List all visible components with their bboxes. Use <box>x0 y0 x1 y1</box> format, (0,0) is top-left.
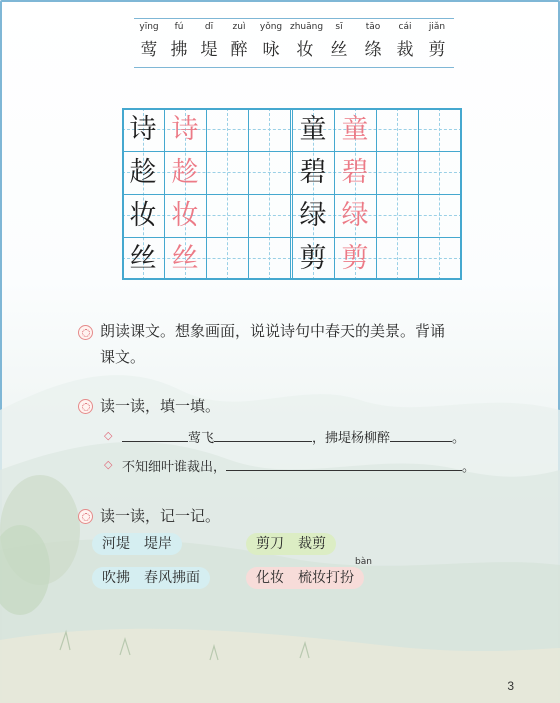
word-pair-pill <box>92 567 210 589</box>
grid-char-model: 剪 <box>299 243 327 274</box>
vocab-item <box>134 19 164 60</box>
vocab-char: 妆 <box>296 40 314 60</box>
word: 梳妆打扮 <box>298 570 354 586</box>
answer-blank[interactable] <box>226 458 462 471</box>
answer-blank[interactable] <box>214 429 312 442</box>
writing-grid <box>122 108 462 280</box>
vocab-item <box>256 19 286 60</box>
vocab-pinyin: yǒng <box>259 22 283 32</box>
exercise-badge-icon <box>78 509 93 524</box>
word-pair-pill <box>246 567 364 589</box>
fill-text: ，拂堤杨柳醉 <box>312 431 391 446</box>
grid-char-model: 趁 <box>129 157 157 188</box>
grid-char-trace: 碧 <box>341 157 369 188</box>
vocab-item <box>390 19 420 60</box>
ban-pinyin: bàn <box>355 557 372 567</box>
word: 河堤 <box>102 536 130 552</box>
vocab-pinyin: cái <box>398 22 412 32</box>
grid-char-trace: 妆 <box>171 200 199 231</box>
word-pair-pill <box>246 533 336 555</box>
vocab-pinyin: zuì <box>232 22 246 32</box>
diamond-bullet-icon: ◇ <box>104 429 113 442</box>
answer-blank[interactable] <box>390 429 452 442</box>
diamond-bullet-icon: ◇ <box>104 458 113 471</box>
vocab-pinyin: yīng <box>139 22 159 32</box>
vocab-pinyin: zhuāng <box>290 22 324 32</box>
vocab-char: 绦 <box>364 40 382 60</box>
vocab-pinyin: jiǎn <box>428 22 446 32</box>
vocab-char: 丝 <box>330 40 348 60</box>
grid-char-model: 妆 <box>129 200 157 231</box>
vocab-item <box>358 19 388 60</box>
word: 春风拂面 <box>144 570 200 586</box>
vocab-pinyin: fú <box>174 22 184 32</box>
answer-blank[interactable] <box>122 429 188 442</box>
word: 剪刀 <box>256 536 284 552</box>
grid-char-trace: 丝 <box>171 243 199 274</box>
vocab-item <box>290 19 324 60</box>
grid-char-trace: 童 <box>341 114 369 145</box>
exercise-2-title: 读一读，填一填。 <box>100 397 221 415</box>
grid-char-model: 碧 <box>299 157 327 188</box>
new-words-strip <box>134 18 454 68</box>
word: 化妆 <box>256 570 284 586</box>
vocab-item <box>194 19 224 60</box>
exercise-3-title: 读一读，记一记。 <box>100 507 221 525</box>
grid-char-trace: 趁 <box>171 157 199 188</box>
fill-text: 不知细叶谁裁出， <box>122 460 227 475</box>
grid-char-trace: 绿 <box>341 200 369 231</box>
vocab-item <box>164 19 194 60</box>
fill-blank-line-2 <box>122 456 475 475</box>
page-number: 3 <box>507 679 514 693</box>
vocab-char: 剪 <box>428 40 446 60</box>
exercise-1-line-2: 课文。 <box>100 348 146 366</box>
vocab-item <box>422 19 452 60</box>
vocab-item <box>324 19 354 60</box>
vocab-char: 裁 <box>396 40 414 60</box>
exercise-badge-icon <box>78 325 93 340</box>
word: 裁剪 <box>298 536 326 552</box>
grid-char-model: 丝 <box>129 243 157 274</box>
word-pair-pill <box>92 533 182 555</box>
fill-end: 。 <box>452 431 466 446</box>
vocab-char: 莺 <box>140 40 158 60</box>
grid-char-model: 童 <box>299 114 327 145</box>
vocab-char: 咏 <box>262 40 280 60</box>
grid-char-model: 绿 <box>299 200 327 231</box>
vocab-char: 醉 <box>230 40 248 60</box>
vocab-pinyin: tāo <box>365 22 381 32</box>
vocab-char: 堤 <box>200 40 218 60</box>
grid-char-model: 诗 <box>129 114 157 145</box>
fill-end: 。 <box>462 460 476 475</box>
fill-blank-line-1 <box>122 427 465 446</box>
exercise-1-line-1: 朗读课文。想象画面，说说诗句中春天的美景。背诵 <box>100 322 446 340</box>
vocab-char: 拂 <box>170 40 188 60</box>
fill-text: 莺飞 <box>188 431 215 446</box>
word: 吹拂 <box>102 570 130 586</box>
vocab-item <box>224 19 254 60</box>
grid-char-trace: 剪 <box>341 243 369 274</box>
grid-char-trace: 诗 <box>171 114 199 145</box>
exercise-badge-icon <box>78 399 93 414</box>
vocab-pinyin: sī <box>335 22 343 32</box>
vocab-pinyin: dī <box>204 22 214 32</box>
word: 堤岸 <box>144 536 172 552</box>
